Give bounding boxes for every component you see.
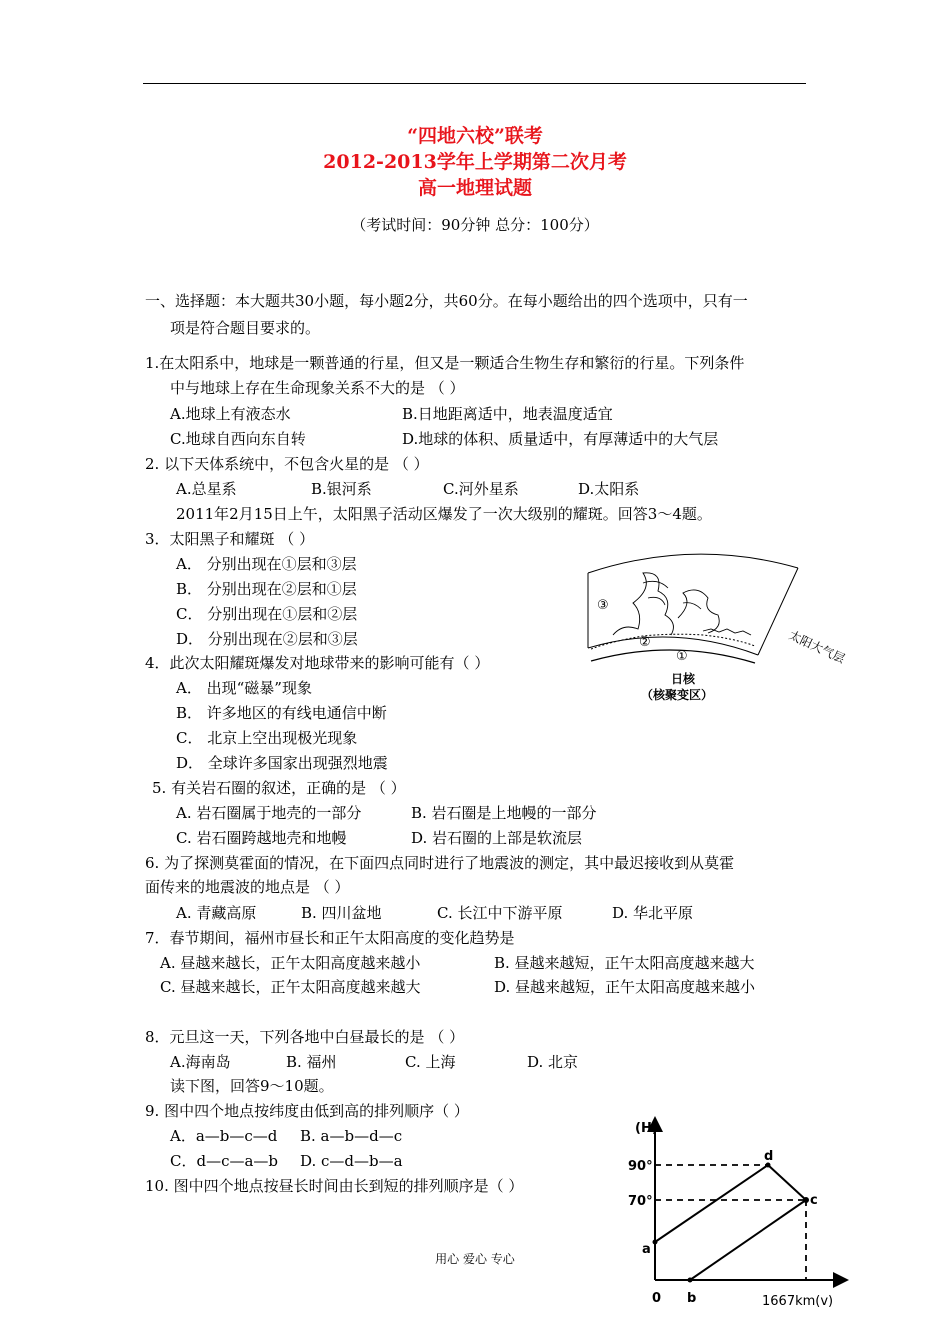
point-c-label: c xyxy=(810,1193,818,1208)
q5-option-a: A. 岩石圈属于地壳的一部分 xyxy=(176,804,362,822)
q6-option-d: D. 华北平原 xyxy=(612,904,694,922)
origin-label: 0 xyxy=(652,1291,662,1306)
q6-stem-cont: 面传来的地震波的地点是 （ ） xyxy=(145,878,350,896)
q7-option-a: A. 昼越来越长，正午太阳高度越来越小 xyxy=(160,954,421,972)
q4-option-b: B． 许多地区的有线电通信中断 xyxy=(176,704,387,722)
q8-option-b: B. 福州 xyxy=(286,1053,337,1071)
q6-stem: 6. 为了探测莫霍面的情况，在下面四点同时进行了地震波的测定，其中最迟接收到从莫霍 xyxy=(145,854,735,872)
y-axis-label: (H) xyxy=(635,1121,658,1136)
section-heading-cont: 项是符合题目要求的。 xyxy=(170,319,321,337)
q7-stem: 7．春节期间，福州市昼长和正午太阳高度的变化趋势是 xyxy=(145,929,515,947)
q4-option-a: A． 出现“磁暴”现象 xyxy=(176,679,312,697)
q1-option-c: C.地球自西向东自转 xyxy=(170,430,306,448)
exam-title-3: 高一地理试题 xyxy=(417,177,532,199)
q9-option-b: B. a—b—d—c xyxy=(300,1127,403,1145)
q5-option-c: C. 岩石圈跨越地壳和地幔 xyxy=(176,829,347,847)
q3-option-b: B． 分别出现在②层和①层 xyxy=(176,580,357,598)
q6-option-b: B. 四川盆地 xyxy=(301,904,382,922)
point-d-label: d xyxy=(764,1149,774,1164)
q3-option-c: C． 分别出现在①层和②层 xyxy=(176,605,358,623)
q8-option-c: C. 上海 xyxy=(405,1053,456,1071)
q1-stem: 1.在太阳系中，地球是一颗普通的行星，但又是一颗适合生物生存和繁衍的行星。下列条件 xyxy=(145,354,745,372)
q5-option-b: B. 岩石圈是上地幔的一部分 xyxy=(411,804,597,822)
q2-option-a: A.总星系 xyxy=(176,480,237,498)
x-axis-label: 1667km(v) xyxy=(762,1294,834,1309)
q3-option-d: D． 分别出现在②层和③层 xyxy=(176,630,358,648)
q2-option-d: D.太阳系 xyxy=(578,480,640,498)
q10-stem: 10. 图中四个地点按昼长时间由长到短的排列顺序是（ ） xyxy=(145,1177,524,1195)
sun-structure-figure xyxy=(583,543,855,710)
layer-1-label: ① xyxy=(676,649,688,664)
q9-stem: 9. 图中四个地点按纬度由低到高的排列顺序（ ） xyxy=(145,1102,469,1120)
q6-option-a: A. 青藏高原 xyxy=(176,904,257,922)
y-tick-90: 90° xyxy=(628,1159,653,1174)
q5-stem: 5. 有关岩石圈的叙述，正确的是 （ ） xyxy=(152,779,406,797)
q8-stem: 8．元旦这一天，下列各地中白昼最长的是 （ ） xyxy=(145,1028,465,1046)
exam-info: （考试时间：90分钟 总分：100分） xyxy=(351,216,599,234)
point-b-label: b xyxy=(687,1291,697,1306)
q2-option-b: B.银河系 xyxy=(311,480,372,498)
q2-stem: 2. 以下天体系统中，不包含火星的是 （ ） xyxy=(145,455,429,473)
layer-2-label: ② xyxy=(639,635,651,650)
q7-option-d: D. 昼越来越短，正午太阳高度越来越小 xyxy=(494,978,756,996)
latitude-graph xyxy=(620,1110,855,1342)
intro-q9-10: 读下图，回答9～10题。 xyxy=(170,1077,334,1095)
y-tick-70: 70° xyxy=(628,1194,653,1209)
q1-option-d: D.地球的体积、质量适中，有厚薄适中的大气层 xyxy=(402,430,719,448)
q4-option-c: C． 北京上空出现极光现象 xyxy=(176,729,358,747)
q4-option-d: D． 全球许多国家出现强烈地震 xyxy=(176,754,388,772)
q7-option-c: C. 昼越来越长，正午太阳高度越来越大 xyxy=(160,978,421,996)
q6-option-c: C. 长江中下游平原 xyxy=(437,904,563,922)
q7-option-b: B. 昼越来越短，正午太阳高度越来越大 xyxy=(494,954,755,972)
intro-q3-4: 2011年2月15日上午，太阳黑子活动区爆发了一次大级别的耀斑。回答3～4题。 xyxy=(176,505,712,523)
core-sub-label: （核聚变区） xyxy=(641,688,714,702)
q5-option-d: D. 岩石圈的上部是软流层 xyxy=(411,829,583,847)
section-heading: 一、选择题：本大题共30小题，每小题2分，共60分。在每小题给出的四个选项中，只有一 xyxy=(145,292,748,310)
q3-option-a: A． 分别出现在①层和③层 xyxy=(176,555,357,573)
q3-stem: 3．太阳黑子和耀斑 （ ） xyxy=(145,530,315,548)
q1-option-a: A.地球上有液态水 xyxy=(170,405,291,423)
q8-option-a: A.海南岛 xyxy=(170,1053,231,1071)
exam-title-2: 2012-2013学年上学期第二次月考 xyxy=(323,151,627,173)
q1-option-b: B.日地距离适中，地表温度适宜 xyxy=(402,405,613,423)
q9-option-c: C．d—c—a—b xyxy=(170,1152,279,1170)
q4-stem: 4．此次太阳耀斑爆发对地球带来的影响可能有（ ） xyxy=(145,654,490,672)
exam-title-1: “四地六校”联考 xyxy=(407,125,543,147)
q9-option-a: A．a—b—c—d xyxy=(170,1127,278,1145)
q2-option-c: C.河外星系 xyxy=(443,480,519,498)
page-footer: 用心 爱心 专心 xyxy=(435,1252,515,1266)
q9-option-d: D. c—d—b—a xyxy=(300,1152,403,1170)
q8-option-d: D. 北京 xyxy=(527,1053,579,1071)
header-rule xyxy=(143,83,806,84)
core-label: 日核 xyxy=(671,672,696,686)
layer-3-label: ③ xyxy=(597,598,609,613)
atmosphere-label: 太阳大气层 xyxy=(786,628,848,667)
point-a-label: a xyxy=(642,1242,651,1257)
q1-stem-cont: 中与地球上存在生命现象关系不大的是 （ ） xyxy=(170,379,465,397)
